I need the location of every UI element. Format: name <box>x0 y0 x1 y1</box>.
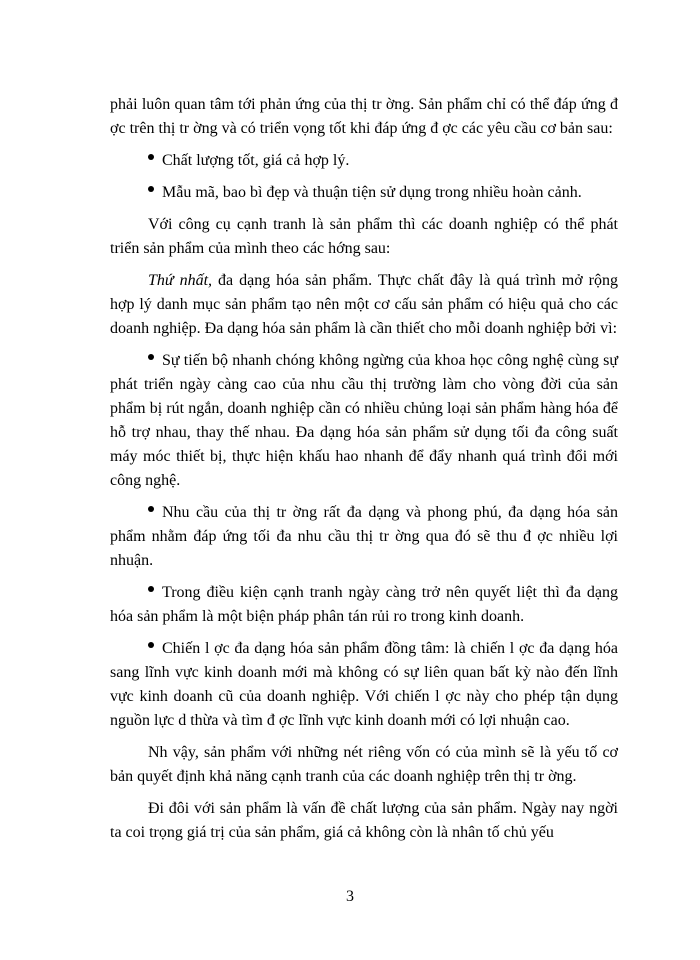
bullet-quality <box>110 149 618 173</box>
bullet-concentric-strategy <box>110 637 618 733</box>
paragraph-lead-italic: Thứ nhất, <box>148 272 213 289</box>
bullet-text: Trong điều kiện cạnh tranh ngày càng trở nên quyết liệt thì đa dạng hóa sản phẩm là một biện pháp phân tán rủi ro trong kinh doanh. <box>110 584 618 625</box>
bullet-dot-icon <box>148 586 154 592</box>
bullet-risk-spreading <box>110 581 618 629</box>
bullet-dot-icon <box>148 642 154 648</box>
paragraph-quality: Đi đôi với sản phẩm là vấn đề chất lượng của sản phẩm. Ngày nay ngời ta coi trọng giá trị của sản phẩm, giá cả không còn là nhân tố chủ yếu <box>110 800 618 841</box>
bullet-dot-icon <box>148 186 154 192</box>
paragraph-conclusion: Nh vậy, sản phẩm với những nét riêng vốn có của mình sẽ là yếu tố cơ bản quyết định khả năng cạnh tranh của các doanh nghiệp trên thị tr ờng. <box>110 744 618 785</box>
paragraph-competition-tool: Với công cụ cạnh tranh là sản phẩm thì các doanh nghiệp có thể phát triển sản phẩm của mình theo các hớng sau: <box>110 216 618 257</box>
paragraph-text: đa dạng hóa sản phẩm. Thực chất đây là quá trình mở rộng hợp lý danh mục sản phẩm tạo nên một cơ cấu sản phẩm có hiệu quả cho các doanh nghiệp. Đa dạng hóa sản phẩm là cần thiết cho mỗi doanh nghiệp bởi vì: <box>110 272 618 337</box>
bullet-text: Mẫu mã, bao bì đẹp và thuận tiện sử dụng trong nhiều hoàn cảnh. <box>162 184 582 201</box>
bullet-text: Nhu cầu của thị tr ờng rất đa dạng và phong phú, đa dạng hóa sản phẩm nhằm đáp ứng tối đa nhu cầu thị tr ờng qua đó sẽ thu đ ợc nhiều lợi nhuận. <box>110 504 618 569</box>
paragraph-intro: phải luôn quan tâm tới phản ứng của thị tr ờng. Sản phẩm chỉ có thể đáp ứng đ ợc trên thị tr ờng và có triển vọng tốt khi đáp ứng đ ợc các yêu cầu cơ bản sau: <box>110 96 618 137</box>
bullet-technology-progress <box>110 349 618 493</box>
paragraph-first-diversification <box>110 269 618 341</box>
bullet-design <box>110 181 618 205</box>
bullet-dot-icon <box>148 506 154 512</box>
page-number: 3 <box>346 888 354 905</box>
bullet-dot-icon <box>148 354 154 360</box>
document-page <box>110 93 618 853</box>
bullet-text: Sự tiến bộ nhanh chóng không ngừng của khoa học công nghệ cùng sự phát triển ngày càng cao của nhu cầu thị trường làm cho vòng đời của sản phẩm bị rút ngắn, doanh nghiệp cần có nhiều chủng loại sản phẩm hàng hóa để hỗ trợ nhau, thay thế nhau. Đa dạng hóa sản phẩm sử dụng tối đa công suất máy móc thiết bị, thực hiện khấu hao nhanh để đẩy nhanh quá trình đổi mới công nghệ. <box>110 352 618 489</box>
bullet-market-demand <box>110 501 618 573</box>
bullet-dot-icon <box>148 154 154 160</box>
bullet-text: Chiến l ợc đa dạng hóa sản phẩm đồng tâm: là chiến l ợc đa dạng hóa sang lĩnh vực kinh doanh mới mà không có sự liên quan bất kỳ nào đến lĩnh vực kinh doanh cũ của doanh nghiệp. Với chiến l ợc này cho phép tận dụng nguồn lực d thừa và tìm đ ợc lĩnh vực kinh doanh mới có lợi nhuận cao. <box>110 640 618 729</box>
bullet-text: Chất lượng tốt, giá cả hợp lý. <box>162 152 350 169</box>
